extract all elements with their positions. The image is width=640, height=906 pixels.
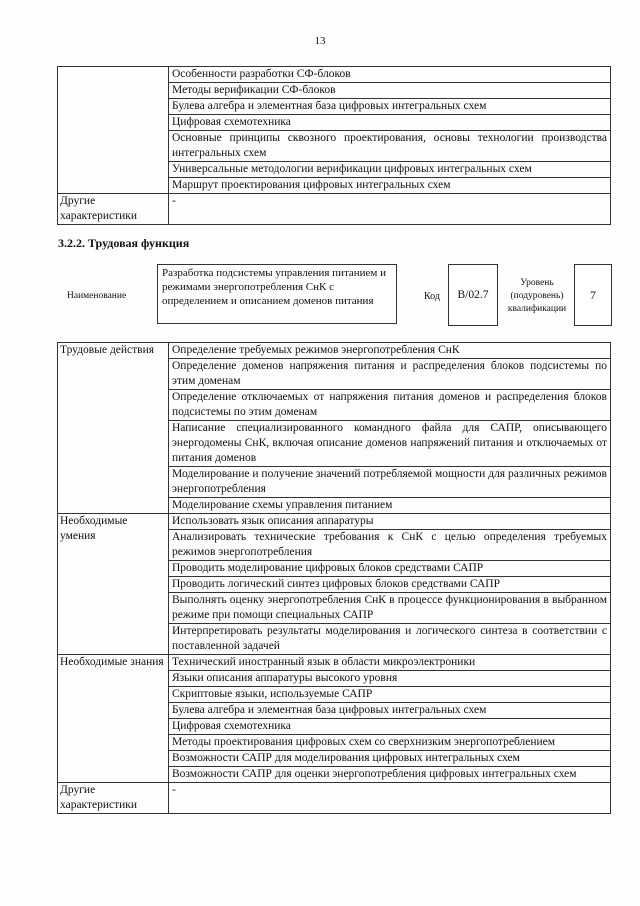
page-number: 13 bbox=[314, 35, 326, 47]
knowledge-item: Технический иностранный язык в области микроэлектроники bbox=[169, 655, 611, 671]
knowledge-item: Основные принципы сквозного проектирования, основы технологии производства интегральных схем bbox=[169, 131, 611, 162]
knowledge-item: Возможности САПР для оценки энергопотребления цифровых интегральных схем bbox=[169, 767, 611, 783]
section-title: 3.2.2. Трудовая функция bbox=[58, 236, 190, 250]
skill-item: Проводить моделирование цифровых блоков средствами САПР bbox=[169, 561, 611, 577]
knowledge-item: Цифровая схемотехника bbox=[169, 115, 611, 131]
function-header bbox=[57, 264, 610, 328]
other-characteristics-label: Другие характеристики bbox=[58, 194, 169, 225]
skill-item: Проводить логический синтез цифровых блоков средствами САПР bbox=[169, 577, 611, 593]
knowledge-item: Особенности разработки СФ-блоков bbox=[169, 67, 611, 83]
other-characteristics-value: - bbox=[169, 194, 611, 225]
name-value: Разработка подсистемы управления питанием и режимами энергопотребления СнК с определением и описанием доменов питания bbox=[157, 264, 397, 324]
knowledge-item: Булева алгебра и элементная база цифровых интегральных схем bbox=[169, 703, 611, 719]
labor-action-item: Моделирование схемы управления питанием bbox=[169, 498, 611, 514]
knowledge-item: Булева алгебра и элементная база цифровых интегральных схем bbox=[169, 99, 611, 115]
labor-action-item: Определение отключаемых от напряжения питания доменов и распределения блоков подсистемы по этим доменам bbox=[169, 390, 611, 421]
knowledge-item: Методы проектирования цифровых схем со сверхнизким энергопотреблением bbox=[169, 735, 611, 751]
other-characteristics-value: - bbox=[169, 783, 611, 814]
knowledge-item: Цифровая схемотехника bbox=[169, 719, 611, 735]
knowledge-item: Возможности САПР для моделирования цифровых интегральных схем bbox=[169, 751, 611, 767]
continued-knowledge-label-cell bbox=[58, 67, 169, 194]
knowledge-item: Методы верификации СФ-блоков bbox=[169, 83, 611, 99]
labor-action-item: Определение требуемых режимов энергопотребления СнК bbox=[169, 343, 611, 359]
knowledge-item: Скриптовые языки, используемые САПР bbox=[169, 687, 611, 703]
skills-label: Необходимые умения bbox=[58, 514, 169, 655]
knowledge-label: Необходимые знания bbox=[58, 655, 169, 783]
labor-actions-label: Трудовые действия bbox=[58, 343, 169, 514]
code-value: B/02.7 bbox=[448, 264, 498, 326]
other-characteristics-label: Другие характеристики bbox=[58, 783, 169, 814]
labor-function-table bbox=[57, 342, 611, 814]
skill-item: Выполнять оценку энергопотребления СнК в процессе функционирования в выбранном режиме при помощи специальных САПР bbox=[169, 593, 611, 624]
knowledge-item: Маршрут проектирования цифровых интегральных схем bbox=[169, 178, 611, 194]
labor-action-item: Определение доменов напряжения питания и распределения блоков подсистемы по этим доменам bbox=[169, 359, 611, 390]
qualification-level-label: Уровень (подуровень) квалификации bbox=[507, 278, 567, 314]
labor-action-item: Написание специализированного командного файла для САПР, описывающего энергодомены СнК, включая описание доменов напряжений питания и отключаемых от питания доменов bbox=[169, 421, 611, 467]
code-label: Код bbox=[424, 291, 440, 302]
qualification-level-value: 7 bbox=[574, 264, 612, 326]
skill-item: Интерпретировать результаты моделирования и логического синтеза в соответствии с поставленной задачей bbox=[169, 624, 611, 655]
skill-item: Анализировать технические требования к СнК с целью определения требуемых режимов энергопотребления bbox=[169, 530, 611, 561]
knowledge-item: Универсальные методологии верификации цифровых интегральных схем bbox=[169, 162, 611, 178]
continued-knowledge-table bbox=[57, 66, 611, 225]
skill-item: Использовать язык описания аппаратуры bbox=[169, 514, 611, 530]
name-label: Наименование bbox=[67, 291, 127, 301]
knowledge-item: Языки описания аппаратуры высокого уровня bbox=[169, 671, 611, 687]
labor-action-item: Моделирование и получение значений потребляемой мощности для различных режимов энергопотребления bbox=[169, 467, 611, 498]
